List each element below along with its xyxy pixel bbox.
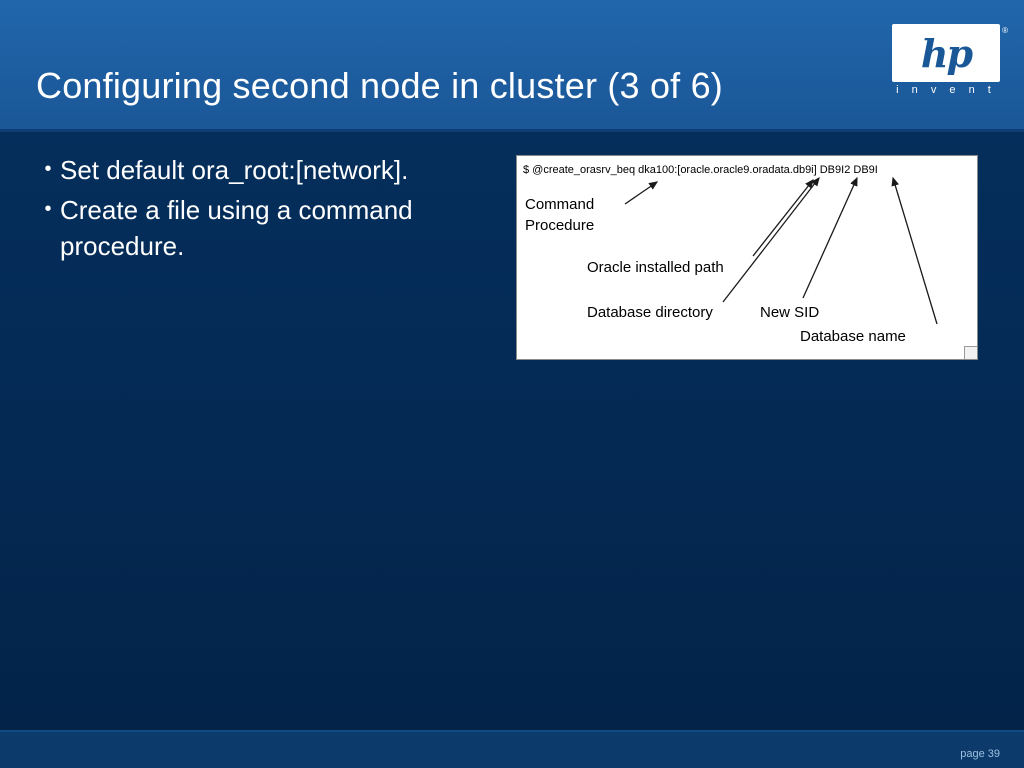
hp-logo	[892, 24, 1008, 102]
page-title: Configuring second node in cluster (3 of 6)	[36, 65, 723, 107]
figure-label-database-directory: Database directory	[587, 304, 713, 321]
figure-label-oracle-installed-path: Oracle installed path	[587, 259, 724, 276]
hp-tagline: i n v e n t	[896, 84, 996, 96]
bullet-text: Set default ora_root:[network].	[60, 155, 409, 185]
header-divider	[0, 129, 1024, 132]
arrow-new-sid	[803, 178, 857, 298]
bullet-list	[36, 152, 496, 268]
slide-footer	[0, 730, 1024, 768]
figure-command-line: $ @create_orasrv_beq dka100:[oracle.oracle9.oradata.db9i] DB9I2 DB9I	[523, 164, 878, 176]
hp-wordmark	[892, 24, 1000, 82]
arrow-command-procedure	[625, 182, 657, 204]
slide-header	[0, 0, 1024, 130]
arrow-oracle-installed-path	[753, 180, 813, 256]
hp-wordmark-text: hp	[920, 30, 972, 76]
list-item	[36, 152, 496, 188]
figure-label-command-procedure-line2: Procedure	[525, 217, 595, 234]
bullet-marker-icon: •	[44, 158, 52, 180]
page-number: page 39	[960, 748, 1000, 760]
list-item	[36, 192, 496, 264]
figure-arrow-group	[517, 156, 977, 359]
figure-command-annotation	[516, 155, 978, 360]
figure-label-new-sid: New SID	[760, 304, 820, 321]
figure-label-database-name: Database name	[800, 328, 906, 345]
arrow-database-name	[893, 178, 937, 324]
bullet-text: Create a file using a command procedure.	[60, 195, 413, 261]
figure-corner-fold	[964, 346, 977, 359]
arrow-database-directory	[723, 178, 819, 302]
figure-label-command-procedure-line1: Command	[525, 196, 595, 213]
registered-trademark-icon: ®	[1002, 26, 1008, 35]
bullet-marker-icon: •	[44, 198, 52, 220]
